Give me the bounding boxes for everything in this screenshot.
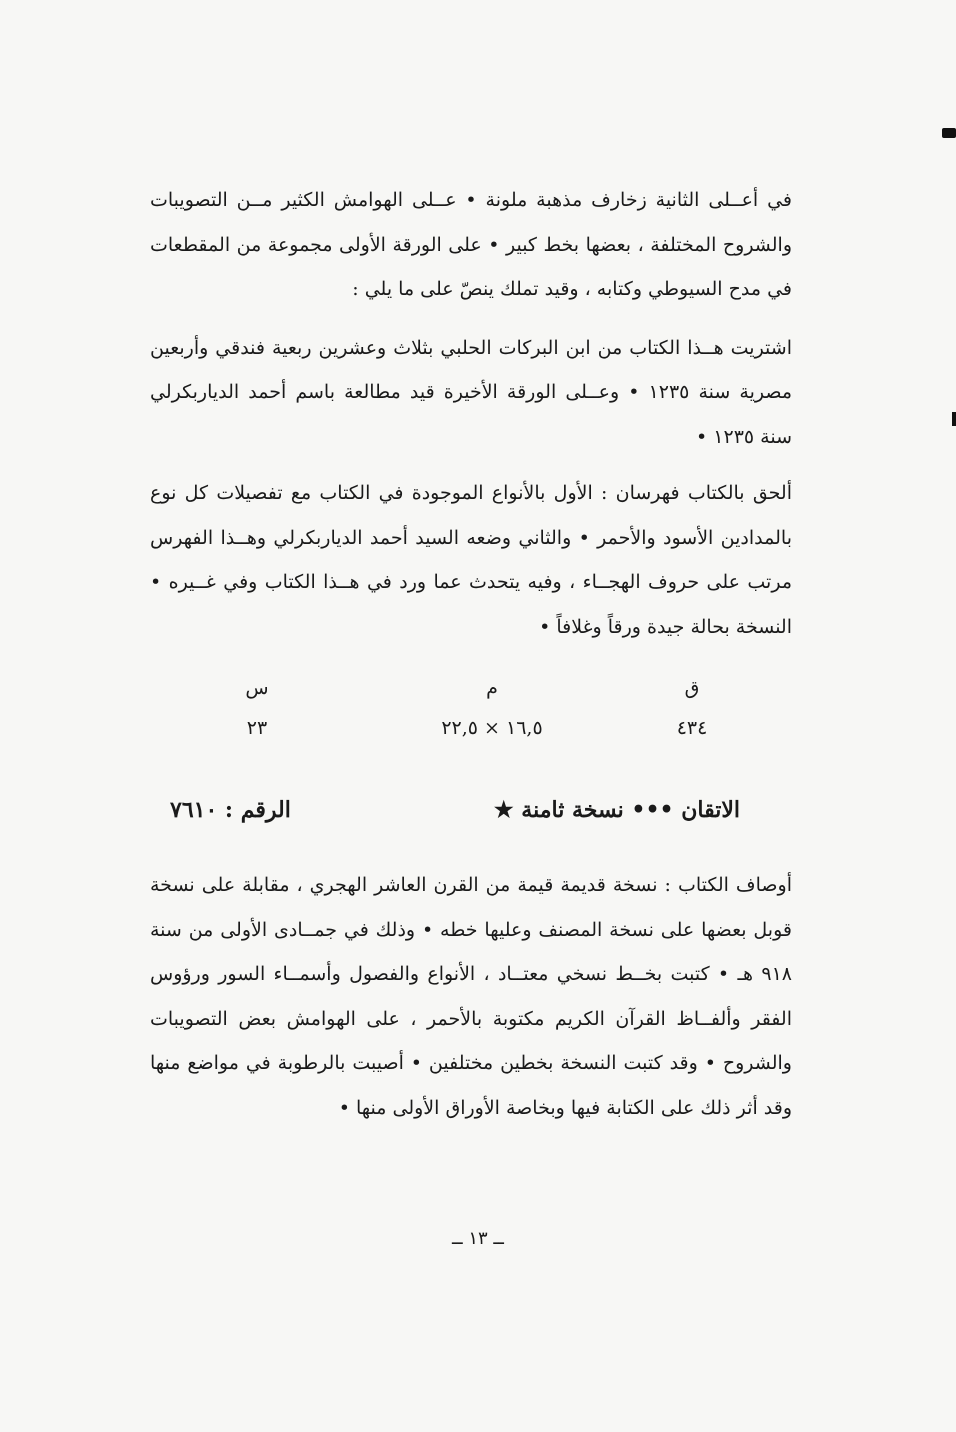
dimensions-table <box>150 677 792 765</box>
dimension-label-m: م <box>486 677 498 699</box>
page-body <box>150 178 792 1130</box>
paragraph-indexes: ألحق بالكتاب فهرسان : الأول بالأنواع الموجودة في الكتاب مع تفصيلات كل نوع بالمدادين الأسود والأحمر • والثاني وضعه السيد أحمد الدياربكرلي وهــذا الفهرس مرتب على حروف الهجــاء ، وفيه يتحدث عما ورد في هــذا الكتاب وفي غــيره • النسخة بحالة جيدة ورقاً وغلافاً • <box>150 482 792 638</box>
scan-edge-mark <box>952 412 956 426</box>
dimension-label-q: ق <box>684 677 700 699</box>
paragraph-decoration-notes: في أعــلى الثانية زخارف مذهبة ملونة • عــلى الهوامش الكثير مــن التصويبات والشروح المختلفة ، بعضها بخط كبير • على الورقة الأولى مجموعة من المقطعات في مدح السيوطي وكتابه ، وقيد تملك ينصّ على ما يلي : <box>150 189 792 300</box>
entry-heading <box>150 791 792 841</box>
dimension-value-q: ٤٣٤ <box>676 717 708 739</box>
dimension-value-m: ١٦,٥ × ٢٢,٥ <box>441 717 543 739</box>
scan-edge-mark <box>942 128 956 138</box>
dimension-value-s: ٢٣ <box>246 717 268 739</box>
paragraph-purchase-note: اشتريت هــذا الكتاب من ابن البركات الحلبي بثلاث وعشرين ربعية فندقي وأربعين مصرية سنة ١٢٣٥ • وعــلى الورقة الأخيرة قيد مطالعة باسم أحمد الدياربكرلي سنة ١٢٣٥ • <box>150 336 793 448</box>
page-number: ــ ١٣ ــ <box>452 1228 504 1249</box>
entry-title: الاتقان ••• نسخة ثامنة ★ <box>493 797 740 823</box>
entry-number: الرقم : ٧٦١٠ <box>170 797 291 823</box>
paragraph-description: أوصاف الكتاب : نسخة قديمة قيمة من القرن العاشر الهجري ، مقابلة على نسخة قوبل بعضها على نسخة المصنف وعليها خطه • وذلك في جمــادى الأولى من سنة ٩١٨ هـ • كتبت بخــط نسخي معتــاد ، الأنواع والفصول وأسمــاء السور ورؤوس الفقر وألفــاظ القرآن الكريم مكتوبة بالأحمر ، على الهوامش بعض التصويبات والشروح • وقد كتبت النسخة بخطين مختلفين • أصيبت بالرطوبة في مواضع منها وقد أثر ذلك على الكتابة فيها وبخاصة الأوراق الأولى منها • <box>150 874 792 1119</box>
dimension-label-s: س <box>245 677 269 699</box>
